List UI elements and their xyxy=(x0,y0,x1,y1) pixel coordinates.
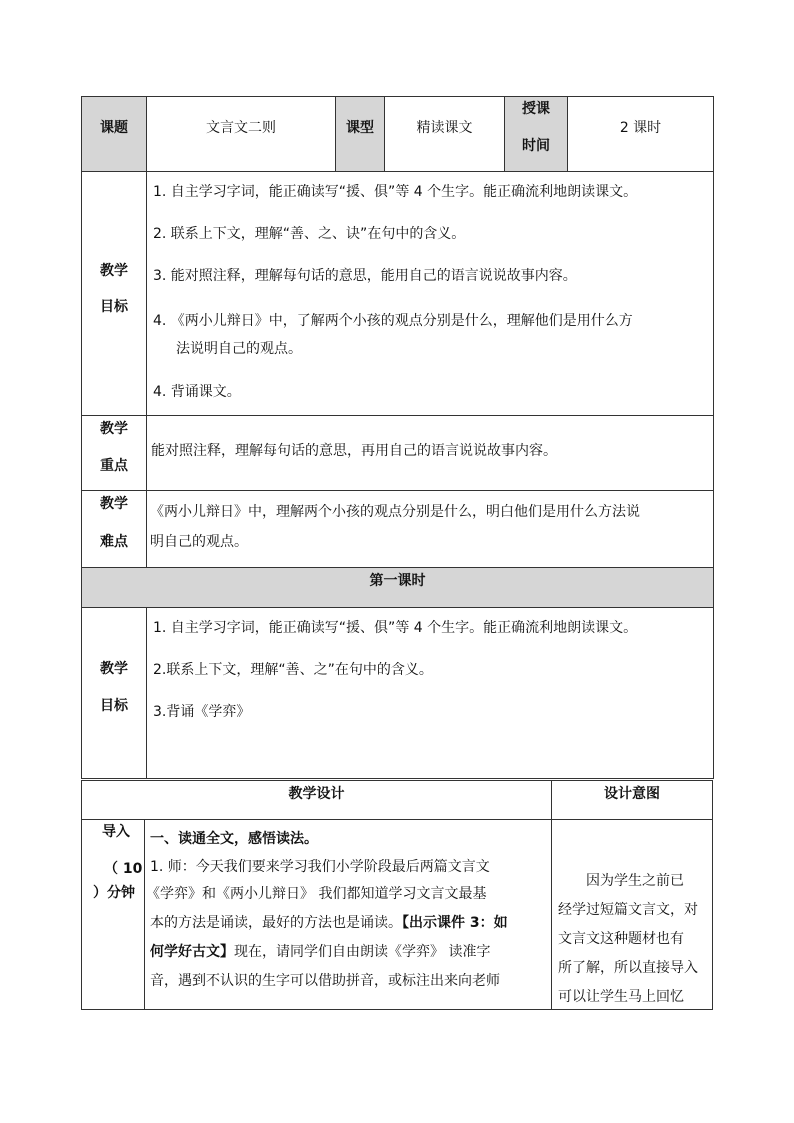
intro-time-line2: ）分钟 xyxy=(93,885,135,901)
goal-item-4: 4. 《两小儿辩日》中，了解两个小孩的观点分别是什么，理解他们是用什么方 xyxy=(153,313,633,329)
intent-line-2: 经学过短篇文言文，对 xyxy=(558,902,698,918)
goal-item-2: 2. 联系上下文，理解“善、之、诀”在句中的含义。 xyxy=(153,226,466,242)
intro-line-5: 音，遇到不认识的生字可以借助拼音，或标注出来向老师 xyxy=(150,973,500,989)
goals-label-line2: 目标 xyxy=(100,299,128,315)
difficulties-label-line2: 难点 xyxy=(100,534,128,550)
intent-line-3: 文言文这种题材也有 xyxy=(558,931,684,947)
goal-item-1: 1. 自主学习字词，能正确读写“援、俱”等 4 个生字。能正确流利地朗读课文。 xyxy=(153,184,638,200)
intro-section-title: 一、读通全文，感悟读法。 xyxy=(150,831,318,847)
intro-line-3-text: 本的方法是诵读，最好的方法也是诵读。 xyxy=(150,915,402,931)
topic-label: 课题 xyxy=(100,120,128,136)
intro-line-2: 《学弈》和《两小儿辩日》 我们都知道学习文言文最基 xyxy=(146,886,487,902)
lesson1-goal-3: 3.背诵《学弈》 xyxy=(153,704,251,720)
intent-line-5: 可以让学生马上回忆 xyxy=(558,989,684,1005)
lesson1-label-cell xyxy=(81,607,147,779)
intro-label-cell xyxy=(81,819,145,1010)
lesson1-title: 第一课时 xyxy=(369,573,426,589)
keypoints-label-line2: 重点 xyxy=(100,458,128,474)
type-value: 精读课文 xyxy=(416,120,473,136)
topic-value: 文言文二则 xyxy=(206,120,276,136)
intro-label: 导入 xyxy=(102,824,130,840)
intro-line-3-bold: 【出示课件 3：如 xyxy=(402,915,508,931)
difficulties-label-line1: 教学 xyxy=(100,496,128,512)
design-header: 教学设计 xyxy=(288,786,345,802)
lesson1-label-line1: 教学 xyxy=(100,661,128,677)
difficulties-line2: 明自己的观点。 xyxy=(150,534,248,550)
time-value: 2 课时 xyxy=(619,120,662,136)
intro-time-line1: （ 10 xyxy=(104,861,143,877)
intro-line-4-text: 现在，请同学们自由朗读《学弈》 读准字 xyxy=(234,944,491,960)
time-label-line2: 时间 xyxy=(522,138,550,154)
goals-label-cell xyxy=(81,171,147,416)
goal-item-4-cont: 法说明自己的观点。 xyxy=(176,341,302,357)
intent-header: 设计意图 xyxy=(604,786,660,802)
goals-content-cell xyxy=(146,171,714,416)
intro-line-3 xyxy=(150,914,508,933)
type-label: 课型 xyxy=(346,120,374,136)
lesson1-label-line2: 目标 xyxy=(100,698,128,714)
lesson1-goal-1: 1. 自主学习字词，能正确读写“援、俱”等 4 个生字。能正确流利地朗读课文。 xyxy=(153,620,638,636)
goals-label-line1: 教学 xyxy=(100,263,128,279)
intent-line-1: 因为学生之前已 xyxy=(586,873,684,889)
goal-item-5: 4. 背诵课文。 xyxy=(153,384,241,400)
lesson1-goal-2: 2.联系上下文，理解“善、之”在句中的含义。 xyxy=(153,662,433,678)
goal-item-3: 3. 能对照注释，理解每句话的意思，能用自己的语言说说故事内容。 xyxy=(153,268,577,284)
keypoints-label-line1: 教学 xyxy=(100,421,128,437)
intent-line-4: 所了解，所以直接导入 xyxy=(558,960,698,976)
difficulties-content-cell xyxy=(146,490,714,568)
intro-line-4 xyxy=(150,943,490,962)
difficulties-line1: 《两小儿辩日》中，理解两个小孩的观点分别是什么，明白他们是用什么方法说 xyxy=(150,504,640,520)
time-label-line1: 授课 xyxy=(522,101,550,117)
intro-line-1: 1. 师：今天我们要来学习我们小学阶段最后两篇文言文 xyxy=(150,859,490,875)
intro-line-4-bold: 何学好古文】 xyxy=(150,944,234,960)
keypoints-text: 能对照注释，理解每句话的意思，再用自己的语言说说故事内容。 xyxy=(151,443,557,459)
